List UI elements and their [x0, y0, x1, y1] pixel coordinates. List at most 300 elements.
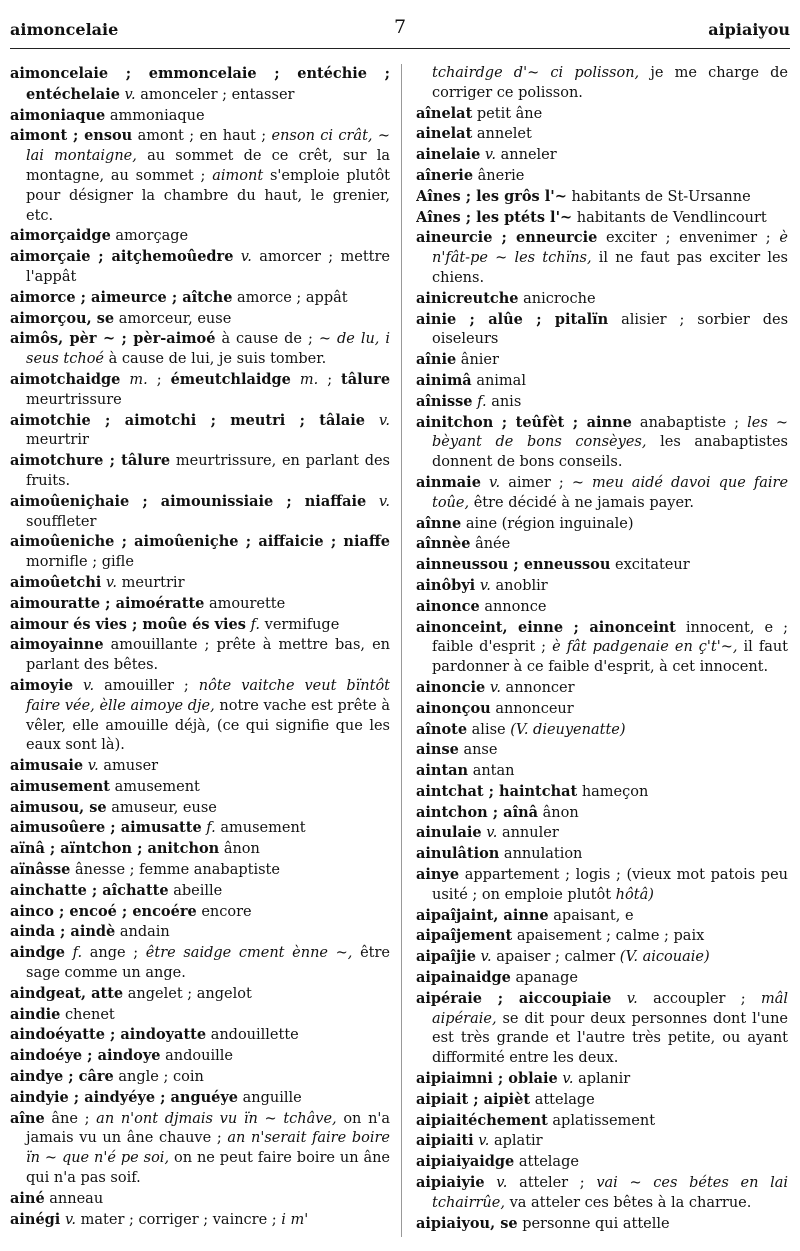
definition: habitants de Vendlincourt: [576, 209, 767, 226]
definition: annelet: [476, 126, 532, 143]
definition: hameçon: [581, 783, 649, 800]
example: (V. aicouaie): [619, 949, 710, 966]
headword: tâlure: [341, 370, 390, 388]
dictionary-entry: [10, 64, 390, 106]
headword: aimorçaidge: [10, 227, 111, 245]
dictionary-entry: [416, 823, 788, 844]
headword: aimusement: [10, 777, 110, 795]
headword: aipiaimni ; oblaie: [416, 1070, 558, 1088]
dictionary-entry: [416, 514, 788, 535]
dictionary-entry: [10, 818, 390, 839]
definition: on n'a jamais vu un âne chauve ;: [26, 1110, 390, 1147]
definition: antan: [472, 763, 515, 780]
headword: aînote: [416, 720, 468, 738]
dictionary-entry: [10, 126, 390, 226]
headword: aimorçaie ; aitçhemoûedre: [10, 248, 234, 266]
dictionary-entry: [416, 413, 788, 473]
dictionary-entry: [416, 187, 788, 208]
headword: ainulaie: [416, 824, 482, 842]
definition: anguille: [242, 1089, 302, 1106]
definition: âne ;: [51, 1110, 90, 1127]
definition: abeille: [173, 882, 223, 899]
headword: aimusoûere ; aimusatte: [10, 819, 202, 837]
header-rule: [10, 48, 790, 49]
dictionary-entry: [10, 798, 390, 819]
definition: meurtrir: [121, 574, 185, 591]
definition: il ne faut pas exciter les chiens.: [432, 250, 788, 286]
left-column: [10, 64, 390, 1245]
dictionary-entry: [10, 615, 390, 636]
definition: appartement ; logis ; (vieux mot patois peu usité ; on emploie plutôt: [432, 867, 788, 903]
example: hôtâ): [615, 886, 654, 903]
definition: ânon: [223, 841, 260, 858]
definition: anneau: [49, 1190, 104, 1207]
headword: aïnâsse: [10, 861, 71, 879]
dictionary-entry: [416, 124, 788, 145]
definition: apaisement ; calme ; paix: [516, 928, 705, 945]
grammar-label: v.: [496, 1175, 508, 1192]
definition: être décidé à ne jamais payer.: [473, 494, 694, 511]
definition: amorçage: [115, 228, 189, 245]
grammar-label: f.: [72, 945, 83, 962]
headword: ainelat: [416, 125, 473, 143]
dictionary-entry: [10, 635, 390, 676]
definition: vermifuge: [264, 616, 340, 633]
example: an n'ont djmais vu ïn ~ tchâve,: [96, 1110, 337, 1127]
definition: amonceler ; entasser: [140, 86, 295, 103]
grammar-label: m.: [299, 371, 319, 388]
headword: ainulâtion: [416, 845, 500, 863]
headword: ainoncie: [416, 678, 486, 696]
dictionary-entry: [416, 968, 788, 989]
dictionary-entry: [416, 947, 788, 968]
dictionary-entry: [10, 1046, 390, 1067]
dictionary-entry: [10, 860, 390, 881]
header-last-word: aipiaiyou: [708, 20, 790, 39]
definition: alise: [471, 721, 506, 738]
definition: exciter ; envenimer ;: [606, 230, 771, 247]
headword: aipiaiti: [416, 1132, 474, 1150]
dictionary-entry: [416, 699, 788, 720]
definition: angle ; coin: [118, 1069, 204, 1086]
headword: aimoyainne: [10, 636, 104, 654]
dictionary-entry: [416, 618, 788, 678]
headword: aindgeat, atte: [10, 984, 124, 1002]
headword: ainonceint, einne ; ainonceint: [416, 618, 676, 636]
dictionary-entry: [416, 740, 788, 761]
headword: ainôbyi: [416, 576, 476, 594]
dictionary-entry: [416, 534, 788, 555]
definition: au sommet de ce crêt, sur la montagne, au sommet ;: [26, 148, 390, 184]
grammar-label: v.: [479, 577, 491, 594]
definition: animal: [476, 372, 526, 389]
headword: aipiait ; aipièt: [416, 1090, 531, 1108]
dictionary-entry: [10, 756, 390, 777]
headword: ainco ; encoé ; encoére: [10, 902, 197, 920]
example: enson ci crât, ~ lai montaigne,: [26, 128, 390, 165]
definition: chenet: [64, 1006, 115, 1023]
definition: amourette: [208, 595, 286, 612]
dictionary-entry: [416, 1173, 788, 1214]
definition: anse: [463, 742, 498, 759]
grammar-label: v.: [378, 412, 390, 429]
dictionary-entry: [416, 1090, 788, 1111]
definition: andouillette: [210, 1027, 299, 1044]
headword: aimotchure ; tâlure: [10, 452, 171, 470]
definition: accoupler ;: [653, 990, 746, 1007]
definition: se dit pour deux personnes dont l'une est très grande et l'autre très petite, ou ayant difformité entre les deux.: [432, 1010, 788, 1067]
dictionary-entry: [416, 720, 788, 741]
headword: aimoyie: [10, 676, 74, 694]
grammar-label: v.: [489, 474, 501, 491]
definition: aplatissement: [552, 1112, 656, 1129]
headword: aipiaiyie: [416, 1174, 485, 1192]
definition: apaisant, e: [553, 907, 634, 924]
dictionary-entry: [10, 943, 390, 984]
headword: aipiaiyaidge: [416, 1153, 515, 1171]
example: ~ de lu, i seus tchoé: [26, 331, 390, 368]
dictionary-entry: [10, 226, 390, 247]
definition: anabaptiste ;: [639, 414, 740, 431]
dictionary-entry: [10, 594, 390, 615]
dictionary-entry: [416, 350, 788, 371]
right-column: [416, 64, 788, 1245]
column-divider: [401, 64, 402, 1237]
headword: ainonce: [416, 597, 480, 615]
grammar-label: v.: [83, 677, 95, 694]
definition: ânier: [460, 352, 499, 369]
headword: aindye ; câre: [10, 1068, 114, 1086]
dictionary-entry: [416, 989, 788, 1069]
dictionary-entry: [416, 782, 788, 803]
example: être saidge cment ènne ~,: [145, 945, 353, 962]
example: aimont: [212, 167, 264, 184]
headword: Aînes ; les grôs l'~: [416, 187, 567, 205]
definition: être sage comme un ange.: [26, 945, 390, 982]
dictionary-entry: [416, 1214, 788, 1235]
dictionary-entry: [416, 104, 788, 125]
headword: aimoûeniche ; aimoûeniçhe ; aiffaicie ; niaffe: [10, 533, 390, 551]
dictionary-entry: [416, 473, 788, 514]
headword: ainé: [10, 1189, 45, 1207]
dictionary-entry: [416, 678, 788, 699]
definition: à cause de ;: [221, 331, 313, 348]
headword: aimoncelaie ; emmoncelaie ; entéchie ; entéchelaie: [10, 65, 390, 103]
dictionary-entry: [10, 370, 390, 411]
definition: notre vache est prête à vêler, elle amouille déjà, (ce qui signifie que les eaux sont là).: [26, 697, 390, 754]
grammar-label: v.: [562, 1071, 574, 1088]
definition: anicroche: [523, 290, 596, 307]
dictionary-entry: [416, 844, 788, 865]
definition: annonce: [484, 598, 547, 615]
definition: amusement: [114, 778, 200, 795]
headword: aïnâ ; aïntchon ; anitchon: [10, 840, 220, 858]
dictionary-entry: [10, 106, 390, 127]
example: mâl aipéraie,: [432, 990, 788, 1027]
grammar-label: v.: [105, 574, 117, 591]
grammar-label: v.: [484, 147, 497, 164]
definition: excitateur: [614, 557, 690, 574]
dictionary-entry: [416, 392, 788, 413]
definition: ânerie: [477, 167, 525, 184]
definition: angelet ; angelot: [127, 985, 252, 1002]
dictionary-entry: [416, 64, 788, 104]
dictionary-entry: [416, 803, 788, 824]
definition: ammoniaque: [109, 107, 205, 124]
headword: aipaîjement: [416, 927, 513, 945]
headword: aindie: [10, 1005, 61, 1023]
headword: ainimâ: [416, 371, 472, 389]
headword: ainie ; alûe ; pitalïn: [416, 310, 609, 328]
definition: ;: [156, 371, 162, 388]
dictionary-entry: [10, 881, 390, 902]
definition: anoblir: [495, 577, 548, 594]
headword: aindge: [10, 944, 65, 962]
example: ~ meu aidé davoi que faire toûe,: [432, 474, 788, 511]
dictionary-entry: [416, 310, 788, 351]
definition: anis: [491, 393, 522, 410]
example: les ~ bèyant de bons consèyes,: [432, 414, 788, 451]
dictionary-entry: [416, 145, 788, 166]
headword: émeutchlaidge: [170, 370, 291, 388]
headword: ainelaie: [416, 146, 481, 164]
headword: aimotchie ; aimotchi ; meutri ; tâlaie: [10, 411, 366, 429]
headword: aineurcie ; enneurcie: [416, 229, 598, 247]
dictionary-entry: [416, 865, 788, 906]
example: i m': [281, 1211, 309, 1228]
headword: aipéraie ; aiccoupiaie: [416, 989, 612, 1007]
grammar-label: f.: [477, 393, 487, 410]
dictionary-entry: [416, 1131, 788, 1152]
definition: meurtrissure: [26, 391, 122, 408]
dictionary-entry: [10, 1005, 390, 1026]
grammar-label: v.: [626, 990, 638, 1007]
dictionary-entry: [416, 166, 788, 187]
headword: aindoéye ; aindoye: [10, 1047, 161, 1065]
headword: aimusou, se: [10, 798, 107, 816]
headword: ainchatte ; aîchatte: [10, 881, 169, 899]
grammar-label: v.: [378, 493, 390, 510]
definition: annuler: [501, 825, 559, 842]
dictionary-entry: [416, 1152, 788, 1173]
definition: atteler ;: [519, 1175, 585, 1192]
definition: meurtrir: [26, 432, 89, 449]
grammar-label: v.: [478, 1133, 490, 1150]
definition: aplanir: [578, 1071, 631, 1088]
example: an n'serait faire boire ïn ~ que n'é pe soi,: [26, 1130, 390, 1167]
dictionary-entry: [10, 1109, 390, 1189]
definition: alisier ; sorbier des oiseleurs: [432, 311, 788, 348]
definition: amuser: [103, 758, 159, 775]
page-number: 7: [393, 16, 407, 38]
dictionary-entry: [10, 676, 390, 756]
grammar-label: v.: [486, 825, 498, 842]
headword: aindoéyatte ; aindoyatte: [10, 1026, 207, 1044]
definition: amorce ; appât: [237, 289, 348, 306]
definition: amorcer ; mettre l'appât: [26, 249, 390, 285]
definition: mater ; corriger ; vaincre ;: [80, 1211, 277, 1228]
example: vai ~ ces bétes en lai tchairrûe,: [432, 1175, 788, 1211]
grammar-label: v.: [240, 249, 252, 266]
dictionary-entry: [416, 555, 788, 576]
headword: aimôs, pèr ~ ; pèr-aimoé: [10, 330, 216, 348]
dictionary-entry: [10, 1210, 390, 1231]
definition: habitants de St-Ursanne: [571, 188, 751, 205]
headword: aînie: [416, 351, 457, 369]
definition: mornifle ; gifle: [26, 554, 134, 571]
headword: aipiaitéchement: [416, 1111, 548, 1129]
definition: amorceur, euse: [118, 310, 232, 327]
example: nôte vaitche veut bïntôt faire vée, èlle aimoye dje,: [26, 677, 390, 714]
definition: ange ;: [89, 945, 139, 962]
dictionary-entry: [416, 1069, 788, 1090]
definition: annoncer: [505, 679, 575, 696]
headword: ainonçou: [416, 699, 491, 717]
dictionary-entry: [10, 411, 390, 452]
definition: meurtrissure, en parlant des fruits.: [26, 453, 390, 489]
headword: aimotchaidge: [10, 370, 121, 388]
headword: aînelat: [416, 104, 473, 122]
definition: aplatir: [493, 1133, 543, 1150]
headword: aindyie ; aindyéye ; anguéye: [10, 1088, 239, 1106]
dictionary-entry: [10, 451, 390, 492]
header-first-word: aimoncelaie: [10, 20, 119, 39]
example: è n'fât-pe ~ les tchïns,: [432, 230, 788, 267]
headword: aintchat ; haintchat: [416, 782, 578, 800]
headword: ainitchon ; teûfèt ; ainne: [416, 413, 632, 431]
headword: ainda ; aindè: [10, 923, 116, 941]
definition: il faut pardonner à ce faible d'esprit, à cet innocent.: [432, 639, 788, 676]
definition: ânesse ; femme anabaptiste: [75, 862, 280, 879]
definition: personne qui attelle: [522, 1215, 670, 1232]
definition: attelage: [534, 1091, 595, 1108]
definition: on ne peut faire boire un âne qui n'a pas soif.: [26, 1150, 390, 1187]
dictionary-entry: [10, 839, 390, 860]
definition: amouiller ;: [104, 677, 189, 694]
headword: ainicreutche: [416, 289, 519, 307]
definition: à cause de lui, je suis tomber.: [108, 351, 327, 368]
definition: ;: [327, 371, 342, 388]
headword: aipiaiyou, se: [416, 1214, 518, 1232]
definition: s'emploie plutôt pour désigner la chambre du haut, le grenier, etc.: [26, 167, 390, 224]
headword: ainmaie: [416, 473, 481, 491]
definition: va atteler ces bêtes à la charrue.: [509, 1194, 752, 1211]
definition: je me charge de corriger ce polisson.: [432, 65, 788, 101]
dictionary-entry: [416, 906, 788, 927]
dictionary-entry: [416, 228, 788, 288]
definition: amouillante ; prête à mettre bas, en parlant des bêtes.: [26, 637, 390, 674]
headword: aimont ; ensou: [10, 127, 133, 145]
dictionary-entry: [10, 247, 390, 288]
headword: aimoûetchi: [10, 573, 102, 591]
headword: aînne: [416, 514, 462, 532]
dictionary-entry: [416, 289, 788, 310]
headword: aintchon ; aînâ: [416, 803, 539, 821]
grammar-label: v.: [64, 1211, 77, 1228]
definition: attelage: [518, 1154, 579, 1171]
dictionary-entry: [416, 597, 788, 618]
definition: les anabaptistes donnent de bons conseils.: [432, 434, 788, 471]
definition: andouille: [165, 1048, 233, 1065]
headword: aînnèe: [416, 535, 471, 553]
headword: aimoûeniçhaie ; aimounissiaie ; niaffaie: [10, 492, 367, 510]
grammar-label: f.: [206, 820, 216, 837]
dictionary-entry: [10, 309, 390, 330]
dictionary-entry: [10, 922, 390, 943]
dictionary-entry: [10, 1088, 390, 1109]
definition: petit âne: [476, 105, 543, 122]
headword: aipaîjie: [416, 948, 476, 966]
example: tchairdge d'~ ci polisson,: [432, 65, 640, 81]
headword: aimour és vies ; moûe és vies: [10, 615, 246, 633]
definition: innocent, e ; faible d'esprit ;: [432, 619, 788, 656]
running-header: [10, 6, 790, 44]
definition: annonceur: [495, 700, 574, 717]
headword: ainégi: [10, 1210, 61, 1228]
grammar-label: v.: [87, 758, 99, 775]
headword: aînisse: [416, 392, 473, 410]
grammar-label: v.: [124, 86, 136, 103]
definition: anneler: [500, 147, 557, 164]
dictionary-entry: [416, 1111, 788, 1132]
definition: amuseur, euse: [111, 799, 217, 816]
dictionary-entry: [416, 208, 788, 229]
headword: aimusaie: [10, 757, 84, 775]
dictionary-entry: [10, 902, 390, 923]
dictionary-entry: [10, 777, 390, 798]
definition: ânon: [542, 804, 579, 821]
dictionary-entry: [10, 329, 390, 370]
definition: andain: [119, 924, 170, 941]
definition: encore: [201, 903, 252, 920]
grammar-label: v.: [480, 949, 492, 966]
definition: ânée: [475, 536, 511, 553]
headword: aimorçou, se: [10, 309, 115, 327]
headword: aimouratte ; aimoératte: [10, 594, 205, 612]
headword: ainneussou ; enneussou: [416, 556, 611, 574]
dictionary-entry: [416, 576, 788, 597]
grammar-label: f.: [250, 616, 261, 633]
headword: aîne: [10, 1109, 45, 1127]
headword: ainye: [416, 866, 460, 884]
dictionary-entry: [10, 984, 390, 1005]
dictionary-entry: [10, 1025, 390, 1046]
dictionary-entry: [10, 532, 390, 573]
headword: ainse: [416, 741, 459, 759]
headword: Aînes ; les ptéts l'~: [416, 208, 573, 226]
dictionary-entry: [416, 371, 788, 392]
example: è fât padgenaie en ç't'~,: [552, 639, 738, 656]
grammar-label: m.: [129, 371, 148, 388]
dictionary-entry: [10, 1067, 390, 1088]
definition: aine (région inguinale): [465, 515, 634, 532]
headword: aimorce ; aimeurce ; aîtche: [10, 288, 233, 306]
definition: apaiser ; calmer: [496, 949, 616, 966]
dictionary-entry: [10, 573, 390, 594]
definition: souffleter: [26, 513, 97, 530]
example: (V. dieuyenatte): [510, 721, 626, 738]
headword: aipaîjaint, ainne: [416, 906, 549, 924]
definition: amusement: [220, 820, 306, 837]
headword: aimoniaque: [10, 106, 106, 124]
headword: aînerie: [416, 166, 474, 184]
grammar-label: v.: [489, 679, 501, 696]
headword: aipainaidge: [416, 969, 511, 987]
definition: amont ; en haut ;: [137, 128, 267, 145]
dictionary-entry: [416, 761, 788, 782]
dictionary-entry: [10, 1189, 390, 1210]
definition: apanage: [515, 970, 578, 987]
